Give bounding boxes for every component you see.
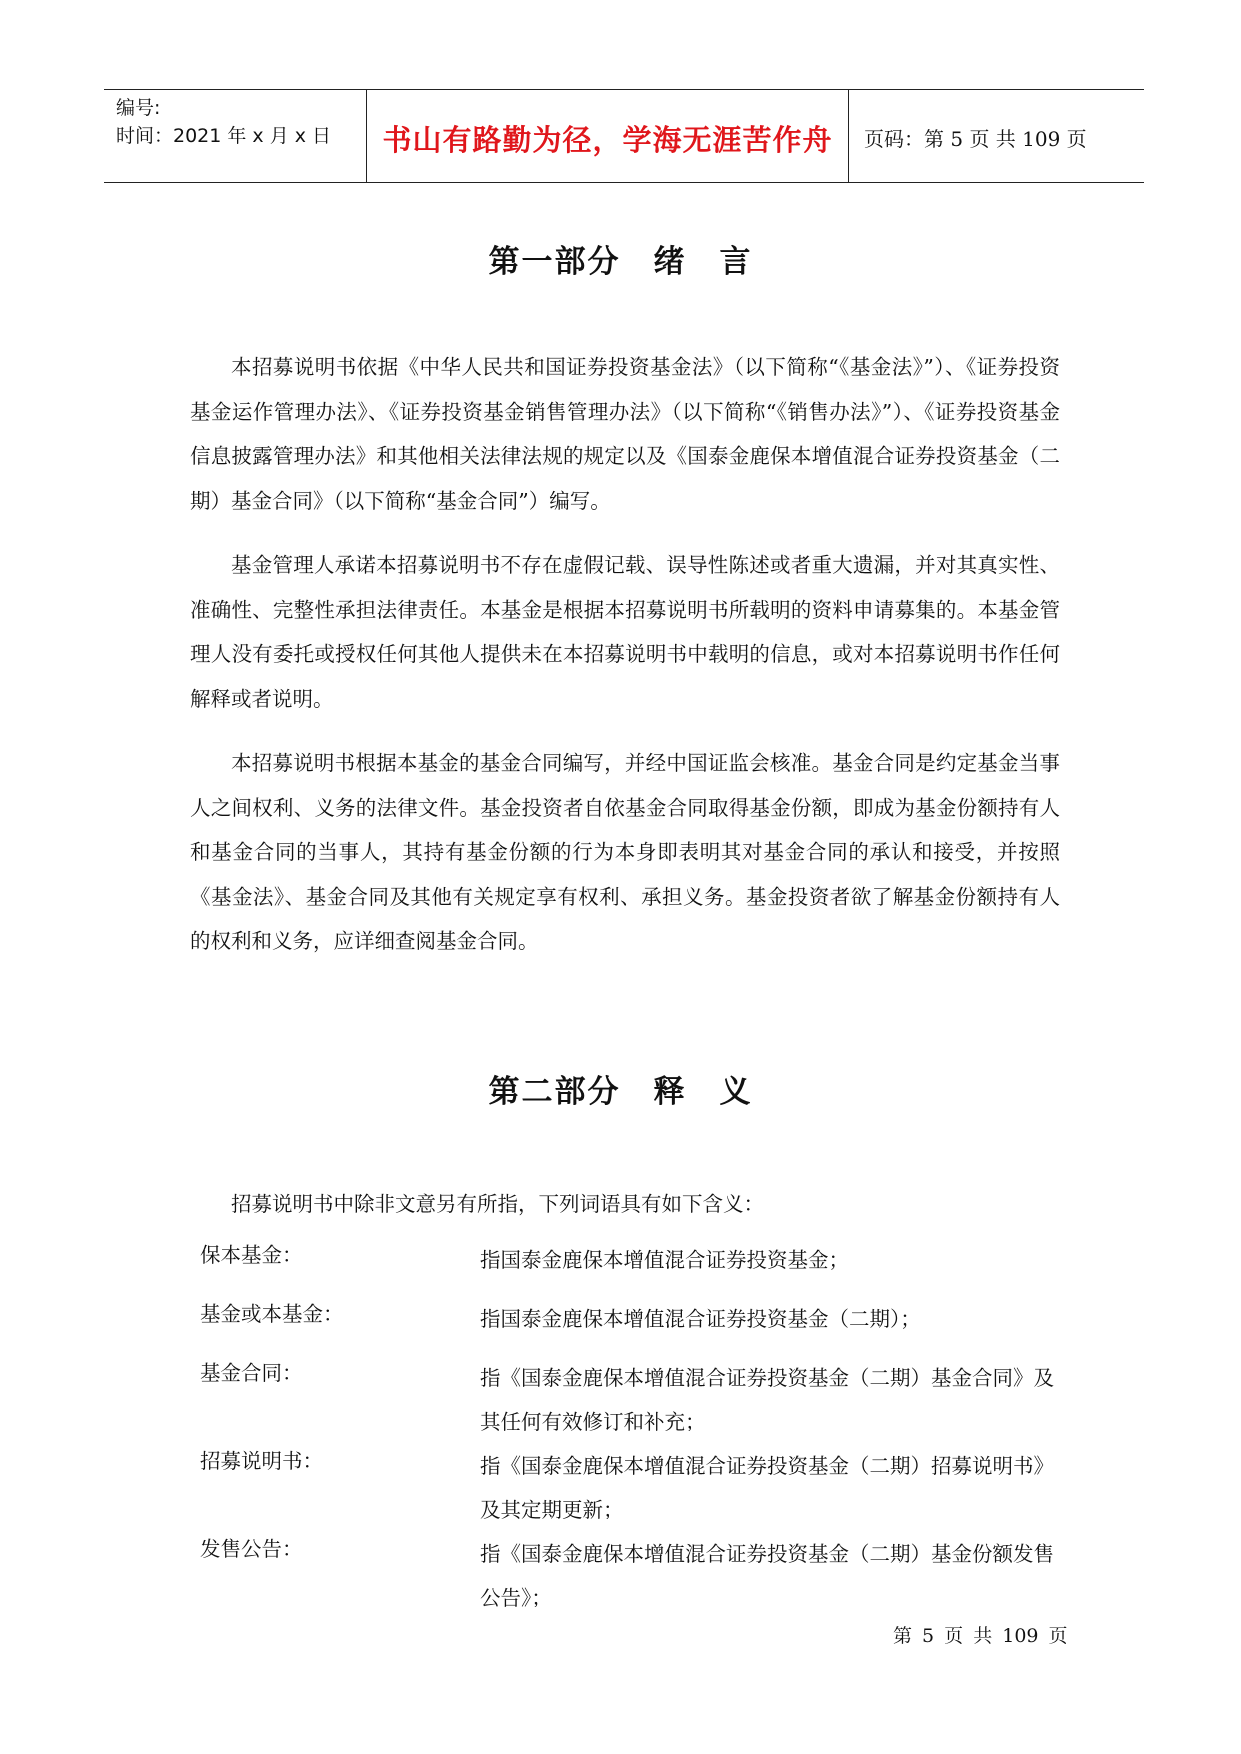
- definition-term: 基金或本基金：: [200, 1302, 344, 1326]
- definition-term: 发售公告：: [200, 1537, 303, 1561]
- part2-title: 第二部分 释 义: [488, 1074, 753, 1110]
- definition-row: [200, 1356, 1070, 1436]
- definition-term: 保本基金：: [200, 1243, 303, 1267]
- part1-paragraph-2: 基金管理人承诺本招募说明书不存在虚假记载、误导性陈述或者重大遗漏，并对其真实性、准确性、完整性承担法律责任。本基金是根据本招募说明书所载明的资料申请募集的。本基金管理人没有委托或授权任何其他人提供未在本招募说明书中载明的信息，或对本招募说明书作任何解释或者说明。: [190, 553, 1060, 711]
- header-page-number: 页码：第 5 页 共 109 页: [864, 127, 1087, 151]
- header-divider-right: [848, 90, 849, 182]
- definition-row: [200, 1444, 1070, 1524]
- definition-meaning: 指国泰金鹿保本增值混合证券投资基金（二期）；: [480, 1307, 921, 1331]
- header-motto: 书山有路勤为径，学海无涯苦作舟: [382, 123, 833, 157]
- part1-paragraph-3: 本招募说明书根据本基金的基金合同编写，并经中国证监会核准。基金合同是约定基金当事人之间权利、义务的法律文件。基金投资者自依基金合同取得基金份额，即成为基金份额持有人和基金合同的当事人，其持有基金份额的行为本身即表明其对基金合同的承认和接受，并按照《基金法》、基金合同及其他有关规定享有权利、承担义务。基金投资者欲了解基金份额持有人的权利和义务，应详细查阅基金合同。: [190, 751, 1060, 953]
- definition-meaning: 指《国泰金鹿保本增值混合证券投资基金（二期）基金份额发售公告》；: [480, 1542, 1054, 1607]
- header-meta: [116, 94, 356, 150]
- definitions-intro: 招募说明书中除非文意另有所指，下列词语具有如下含义：: [231, 1192, 764, 1216]
- definition-meaning: 指《国泰金鹿保本增值混合证券投资基金（二期）基金合同》及其任何有效修订和补充；: [480, 1366, 1054, 1431]
- definition-row: [200, 1532, 1070, 1612]
- page-footer: 第 5 页 共 109 页: [893, 1625, 1068, 1647]
- document-time-label: 时间：2021 年 x 月 x 日: [116, 125, 332, 147]
- part1-paragraph-1: 本招募说明书依据《中华人民共和国证券投资基金法》（以下简称“《基金法》”）、《证券投资基金运作管理办法》、《证券投资基金销售管理办法》（以下简称“《销售办法》”）、《证券投资基金信息披露管理办法》和其他相关法律法规的规定以及《国泰金鹿保本增值混合证券投资基金（二期）基金合同》（以下简称“基金合同”）编写。: [190, 355, 1060, 513]
- definition-term: 招募说明书：: [200, 1449, 323, 1473]
- document-number-label: 编号:: [116, 97, 161, 119]
- definition-term: 基金合同：: [200, 1361, 303, 1385]
- definition-meaning: 指国泰金鹿保本增值混合证券投资基金；: [480, 1248, 849, 1272]
- page-header: [104, 89, 1144, 183]
- definition-meaning: 指《国泰金鹿保本增值混合证券投资基金（二期）招募说明书》及其定期更新；: [480, 1454, 1054, 1519]
- part1-title: 第一部分 绪 言: [488, 244, 753, 280]
